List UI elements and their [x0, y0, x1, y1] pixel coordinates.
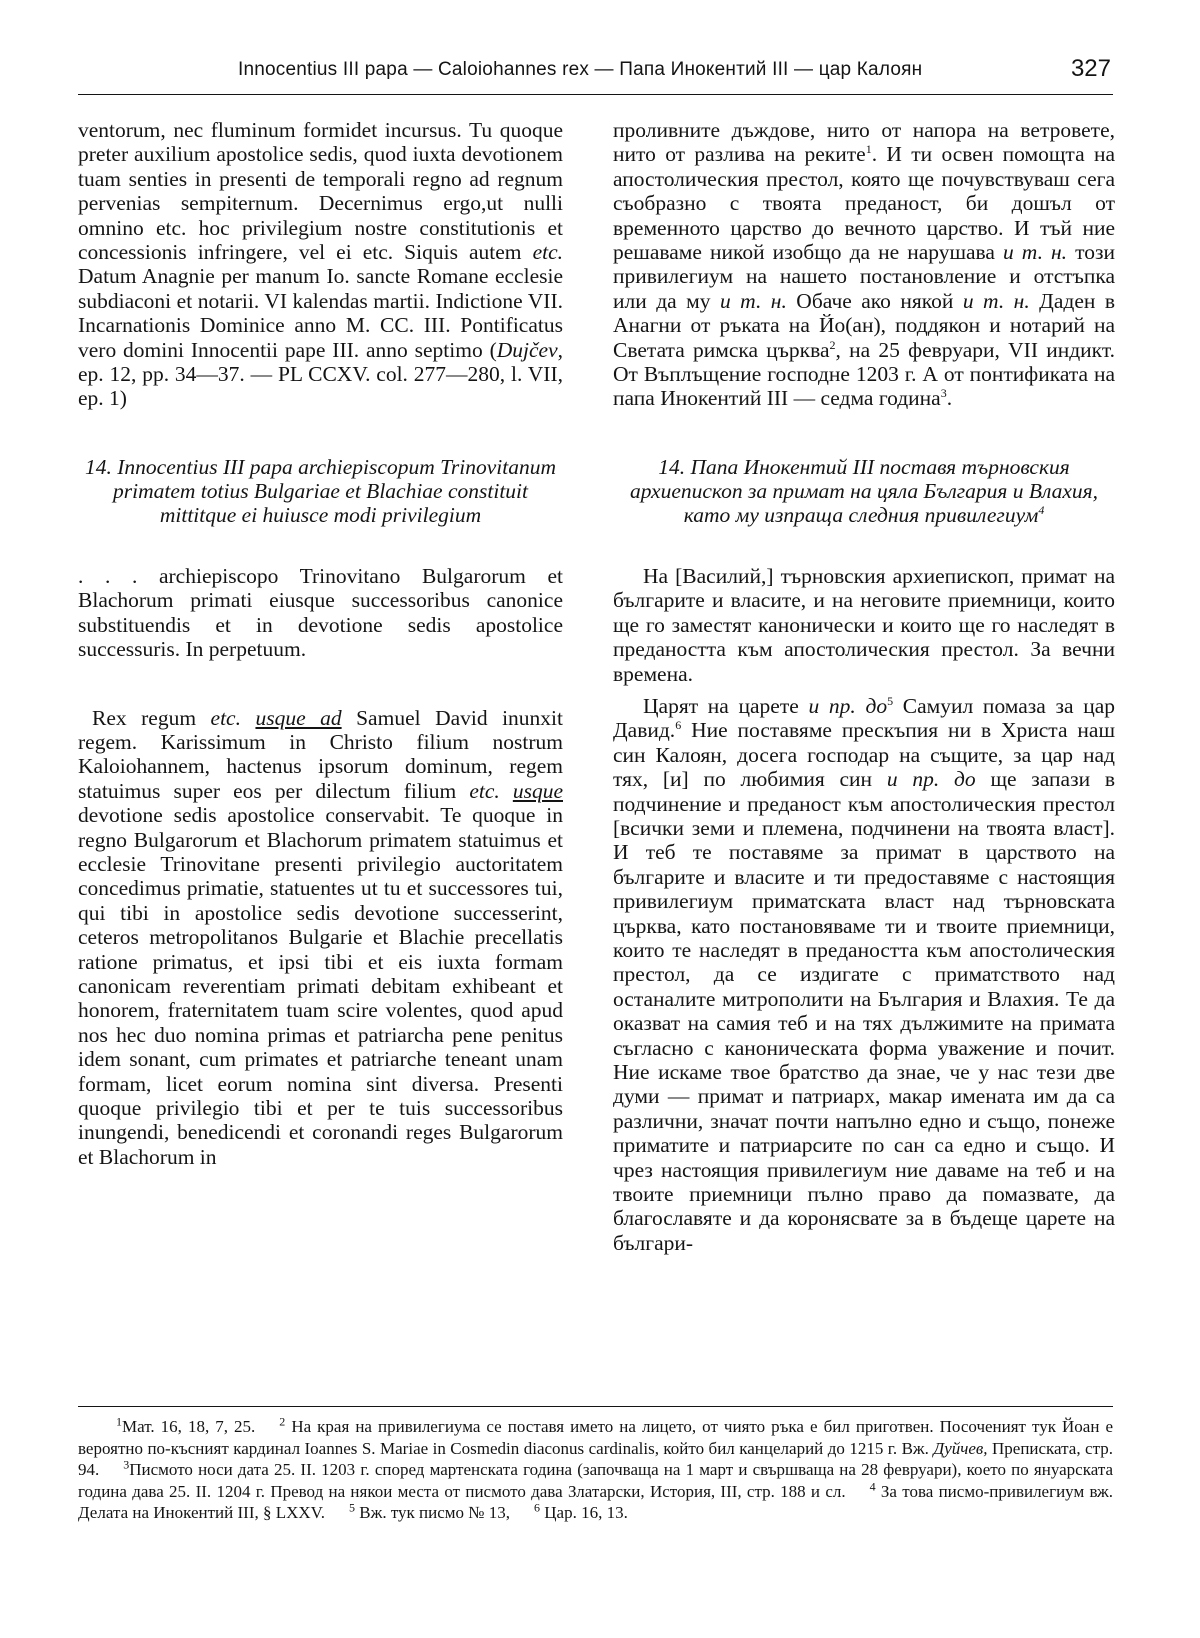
footnote-2: На края на привилегиума се поставя името на лицето, от чиято ръка е бил приготвен. Посоченият тук Йоан е вероятно по-късният кардинал Ioannes S. Mariae in Cosmedin diaconus cardinalis, който бил канцеларий до 1215 г. Вж.: [78, 1417, 1114, 1458]
footnote-rule: [78, 1406, 1113, 1407]
footnote-6: Цар. 16, 13.: [544, 1503, 628, 1522]
footnote-marker: 6: [534, 1500, 541, 1515]
latin-address: . . . archiepiscopo Trinovitano Bulgarorum et Blachorum primati eiusque successoribus canonice substituendis et in devotione sedis apostolice successuris. In perpetuum.: [78, 563, 563, 662]
footnote-3: Писмото носи дата 25. II. 1203 г. според мартенската година (започваща на 1 март и свършваща на 28 февруари), което по януарската година дава 25. II. 1204 г. Превод на някои места от писмото дава Златарски, История, III, стр. 188 и сл.: [78, 1460, 1113, 1501]
footnotes: [78, 1416, 1113, 1524]
bulgarian-column: [613, 118, 1115, 1255]
footnotes-text: $^1$Мат. 16, 18, 7, 25. $^2$ На края на привилегиума се поставя името на лицето, от чиято ръка е бил приготвен. Посоченият тук Йоан е вероятно по-късният кардинал Ioannes S. Mariae in Cosmedin diaconus cardinalis, който бил канцеларий до 1215 г. Вж. Дуйчев, Преписката, стр. 94. $^3$Писмото носи дата 25. II. 1203 г. според мартенската година (започваща на 1 март и свършваща на 28 февруари), което по януарската година дава 25. II. 1204 г. Превод на някои места от писмото дава Златарски, История, III, стр. 188 и сл. $^4$ За това писмо-привилегиум вж. Делата на Инокентий III, § LXXV. $^5$ Вж. тук писмо № 13, $^6$ Цар. 16, 13.: [78, 1414, 1114, 1522]
bulgarian-continued-paragraph: проливните дъждове, нито от напора на ветровете, нито от разлива на реките$^1$. И ти освен помощта на апостолическия престол, която ще почувствуваш сега съобразно с твоята преданост, би дошъл от временното царство до вечното царство. И тъй ние решаваме никой изобщо да не нарушава и т. н. този привилегиум на нашето постановление и отстъпка или да му и т. н. Обаче ако някой и т. н. Даден в Анагни от ръката на Йо(ан), поддякон и нотарий на Светата римска църква$^2$, на 25 февруари, VII индикт. От Въплъщение господне 1203 г. А от понтификата на папа Инокентий III — седма година$^3$.: [613, 118, 1115, 411]
bulgarian-body: Царят на царете и пр. $до^5$ Самуил помаза за цар Давид.$^6$ Ние поставяме прескъпия ни в Христа наш син Калоян, досега господар на същите, за цар над тях, [и] по любимия син и пр. до ще запази в подчинение и преданост към апостолическия престол [всички земи и племена, подчинени на твоята власт]. И теб те поставяме за примат в царството на българите и власите и ти предоставяме с настоящия привилегиум приматската власт над търновската църква, като постановяваме ти и твоите приемници, които те наследят в предаността към апостолическия престол, да се издигате с приматството над останалите митрополити на България и Влахия. Те да оказват на самия теб и на тях дължимите на примата съгласно с каноническата форма уважение и почит. Ние искаме твое братство да знае, че у нас тези две думи — примат и патриарх, макар имената им да са различни, значат почти напълно едно и също, понеже приматите и патриарсите по сан са едно и също. И чрез настоящия привилегиум ние даваме на теб и на твоите приемници пълно право да помазвате, да благославяте и да коронясвате за в бъдеще царете на българи-: [613, 693, 1116, 1255]
footnote-5: Вж. тук писмо № 13,: [359, 1503, 511, 1522]
header-rule: [78, 94, 1113, 95]
latin-body: Rex regum etc. usque ad Samuel David inunxit regem. Karissimum in Christo filium nostrum Kaloiohannem, hactenus ipsorum dominum, regem statuimus super eos per dilectum filium etc. usque devotione sedis apostolice conservabit. Te quoque in regno Bulgarorum et Blachorum primatem statuimus et ecclesie Trinovitane presenti privilegio auctoritatem concedimus primatie, statuentes ut tu et successores tui, qui tibi in apostolice sedis devotione successerint, ceteros metropolitanos Bulgarie et Blachie precellatis ratione primatus, et ipsi tibi et eis iuxta formam canonicam reverentiam primati debitam exhibeant et honorem, fraternitatem tuam scire volentes, quod apud nos hec duo nomina primas et patriarcha pene penitus idem sonant, cum primates et patriarche teneant unam formam, licet eorum nomina sint diversa. Presenti quoque privilegio tibi et per te tuis successoribus inungendi, benedicendi et coronandi reges Bulgarorum et Blachorum in: [78, 705, 564, 1169]
footnote-marker: 5: [349, 1500, 355, 1515]
footnote-marker: 3: [123, 1457, 130, 1472]
running-head: [78, 55, 1113, 89]
latin-column: [78, 118, 563, 1169]
footnote-4: За това писмо-привилегиум вж. Делата на Инокентий III, § LXXV.: [78, 1481, 1114, 1522]
page-number: 327: [1070, 55, 1111, 82]
footnote-marker: 4: [869, 1478, 876, 1493]
latin-doc14-heading: 14. Innocentius III papa archiepiscopum Trinovitanum primatem totius Bulgariae et Blachiae constituit mittitque ei huiusce modi privilegium: [85, 454, 556, 527]
bulgarian-doc14-heading: 14. Папа Инокентий III поставя търновския архиепископ за примат на цяла България и Влахия, като му изпраща следния привилегиум$^4$: [629, 454, 1099, 527]
running-title: Innocentius III papa — Caloiohannes rex — Папа Инокентий III — цар Калоян: [238, 59, 923, 80]
bulgarian-address: На [Василий,] търновския архиепископ, примат на българите и власите, и на неговите приемници, които ще го заместят канонически и които ще го наследят в предаността към апостолическия престол. За вечни времена.: [613, 563, 1115, 686]
footnote-1: Мат. 16, 18, 7, 25.: [122, 1417, 256, 1436]
footnote-marker: 2: [279, 1414, 286, 1429]
latin-continued-paragraph: ventorum, nec fluminum formidet incursus. Tu quoque preter auxilium apostolice sedis, quod iuxta devotionem tuam senties in presenti de temporali regno ad regnum pervenias sempiternum. Decernimus ergo,ut nulli omnino etc. hoc privilegium nostre constitutionis et concessionis infringere, vel ei etc. Siquis autem etc. Datum Anagnie per manum Io. sancte Romane ecclesie subdiaconi et notarii. VI kalendas martii. Indictione VII. Incarnationis Dominice anno M. CC. III. Pontificatus vero domini Innocentii pape III. anno septimo (Dujčev, ep. 12, pp. 34—37. — PL CCXV. col. 277—280, l. VII, ep. 1): [78, 118, 563, 411]
footnote-marker: 1: [116, 1414, 122, 1429]
